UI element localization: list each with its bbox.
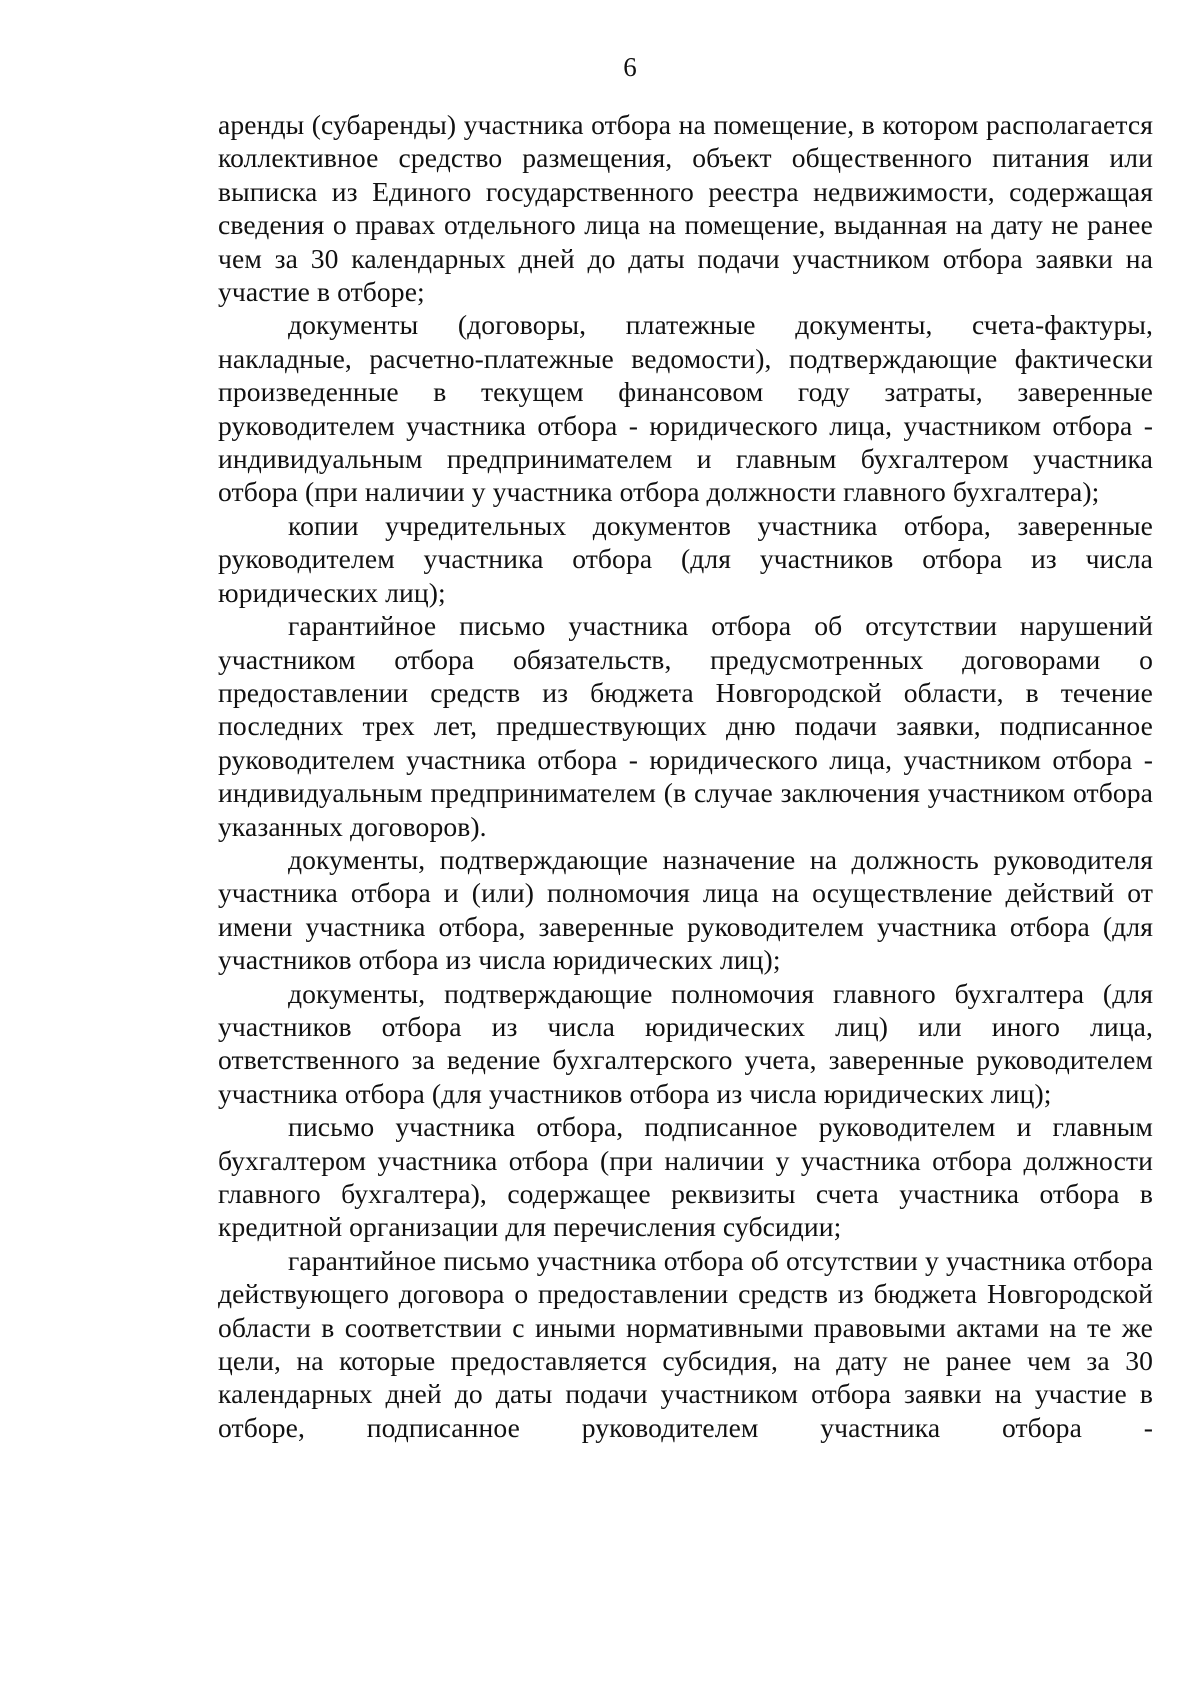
paragraph-guarantee-no-violations: гарантийное письмо участника отбора об отсутствии нарушений участником отбора обязательств, предусмотренных договорами о предоставлении средств из бюджета Новгородской области, в течение последних трех лет, предшествующих дню подачи заявки, подписанное руководителем участника отбора - юридического лица, участником отбора - индивидуальным предпринимателем (в случае заключения участником отбора указанных договоров). (218, 610, 1153, 842)
paragraph-director-appointment: документы, подтверждающие назначение на должность руководителя участника отбора и (или) полномочия лица на осуществление действий от имени участника отбора, заверенные руководителем участника отбора (для участников отбора из числа юридических лиц); (218, 843, 1153, 976)
document-body (218, 108, 1153, 1444)
paragraph-guarantee-no-agreement: гарантийное письмо участника отбора об отсутствии у участника отбора действующего договора о предоставлении средств из бюджета Новгородской области в соответствии с иными нормативными правовыми актами на те же цели, на которые предоставляется субсидия, на дату не ранее чем за 30 календарных дней до даты подачи участником отбора заявки на участие в отборе, подписанное руководителем участника отбора - (218, 1244, 1153, 1443)
paragraph-bank-details-letter: письмо участника отбора, подписанное руководителем и главным бухгалтером участника отбора (при наличии у участника отбора должности главного бухгалтера), содержащее реквизиты счета участника отбора в кредитной организации для перечисления субсидии; (218, 1111, 1153, 1243)
paragraph-founding-documents: копии учредительных документов участника отбора, заверенные руководителем участника отбора (для участников отбора из числа юридических лиц); (218, 509, 1153, 608)
paragraph-lease-extract: аренды (субаренды) участника отбора на помещение, в котором располагается коллективное средство размещения, объект общественного питания или выписка из Единого государственного реестра недвижимости, содержащая сведения о правах отдельного лица на помещение, выданная на дату не ранее чем за 30 календарных дней до даты подачи участником отбора заявки на участие в отборе; (218, 109, 1153, 308)
paragraph-chief-accountant-authority: документы, подтверждающие полномочия главного бухгалтера (для участников отбора из числа юридических лиц) или иного лица, ответственного за ведение бухгалтерского учета, заверенные руководителем участника отбора (для участников отбора из числа юридических лиц); (218, 977, 1153, 1109)
paragraph-expense-documents: документы (договоры, платежные документы, счета-фактуры, накладные, расчетно-платежные ведомости), подтверждающие фактически произведенные в текущем финансовом году затраты, заверенные руководителем участника отбора - юридического лица, участником отбора - индивидуальным предпринимателем и главным бухгалтером участника отбора (при наличии у участника отбора должности главного бухгалтера); (218, 309, 1153, 508)
page-number: 6 (623, 52, 637, 82)
